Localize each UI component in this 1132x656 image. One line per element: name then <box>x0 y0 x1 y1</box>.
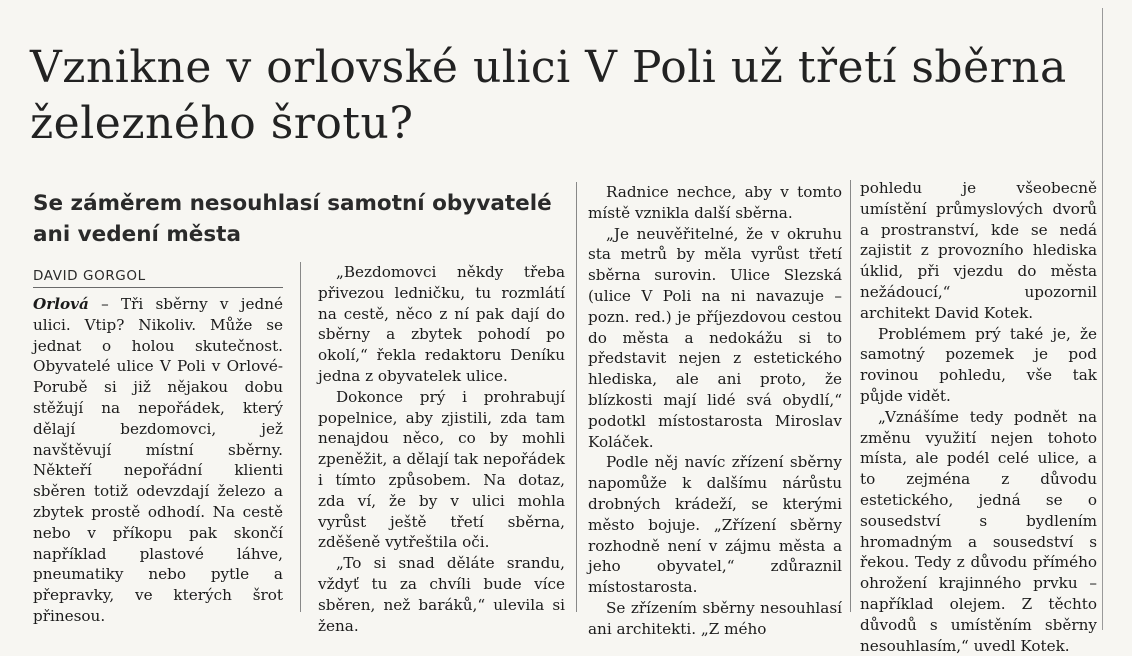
page-edge-line <box>1102 8 1103 630</box>
dateline-place: Orlová <box>33 295 89 313</box>
paragraph: „Bezdomovci někdy třeba přivezou ledničku, tu rozmlátí na cestě, něco z ní pak dají do sběrny a zbytek pohodí po okolí,“ řekla redaktoru Deníku jedna z obyvatelek ulice. <box>318 263 565 385</box>
paragraph: Dokonce prý i prohrabují popelnice, aby zjistili, zda tam nenajdou něco, co by mohli zpeněžit, a dělají tak nepořádek i tímto způsobem. Na dotaz, zda ví, že by v ulici mohla vyrůst ještě třetí sběrna, zděšeně vytřeštila oči. <box>318 387 565 552</box>
column-4 <box>860 178 1097 656</box>
paragraph: „Vznášíme tedy podnět na změnu využití nejen tohoto místa, ale podél celé ulice, a to zejména z důvodu estetického, jedná se o sousedství s bydlením hromadným a sousedství s řekou. Tedy z důvodu přímého ohrožení krajinného prvku – například olejem. Z těchto důvodů s umístěním sběrny nesouhlasím,“ uvedl Kotek. <box>860 407 1097 655</box>
article-subtitle: Se záměrem nesouhlasí samotní obyvatelé ani vedení města <box>33 191 552 247</box>
lead-text: – Tři sběrny v jedné ulici. Vtip? Nikoliv. Může se jednat o holou skutečnost. Obyvatelé ulice V Poli v Orlové-Porubě si již nějakou dobu stěžují na nepořádek, který dělají bezdomovci, jež navštěvují místní sběrny. Někteří nepořádní klienti sběren totiž odevzdají železo a zbytek prostě odhodí. Na cestě nebo v příkopu pak skončí například plastové láhve, pneumatiky nebo pytle a přepravky, ve kterých šrot přinesou. <box>33 295 283 625</box>
column-2 <box>318 262 565 636</box>
column-divider <box>850 180 851 612</box>
lead-paragraph <box>33 294 283 627</box>
column-divider <box>576 182 577 612</box>
paragraph: „Je neuvěřitelné, že v okruhu sta metrů by měla vyrůst třetí sběrna surovin. Ulice Slezská (ulice V Poli na ni navazuje – pozn. red.) je příjezdovou cestou do města a nedokážu si to představit nejen z estetického hlediska, ale ani proto, že blízkosti mají lidé svá obydlí,“ podotkl místostarosta Miroslav Koláček. <box>588 224 842 451</box>
article-headline: Vznikne v orlovské ulici V Poli už třetí sběrna železného šrotu? <box>30 42 1067 149</box>
paragraph: Radnice nechce, aby v tomto místě vznikla další sběrna. <box>588 183 842 222</box>
column-divider <box>300 262 301 612</box>
author-byline: DAVID GORGOL <box>33 268 283 288</box>
column-3 <box>588 182 842 640</box>
column-1 <box>33 294 283 627</box>
paragraph: Problémem prý také je, že samotný pozemek je pod rovinou pohledu, vše tak půjde vidět. <box>860 324 1097 405</box>
paragraph: Se zřízením sběrny nesouhlasí ani architekti. „Z mého <box>588 598 842 638</box>
paragraph: Podle něj navíc zřízení sběrny napomůže k dalšímu nárůstu drobných krádeží, se kterými město bojuje. „Zřízení sběrny rozhodně není v zájmu města a jeho obyvatel,“ zdůraznil místostarosta. <box>588 453 842 597</box>
paragraph: pohledu je všeobecně umístění průmyslových dvorů a prostranství, kde se nedá zajistit z provozního hlediska úklid, při vjezdu do města nežádoucí,“ upozornil architekt David Kotek. <box>860 179 1097 322</box>
paragraph: „To si snad děláte srandu, vždyť tu za chvíli bude více sběren, než baráků,“ ulevila si žena. <box>318 554 565 635</box>
